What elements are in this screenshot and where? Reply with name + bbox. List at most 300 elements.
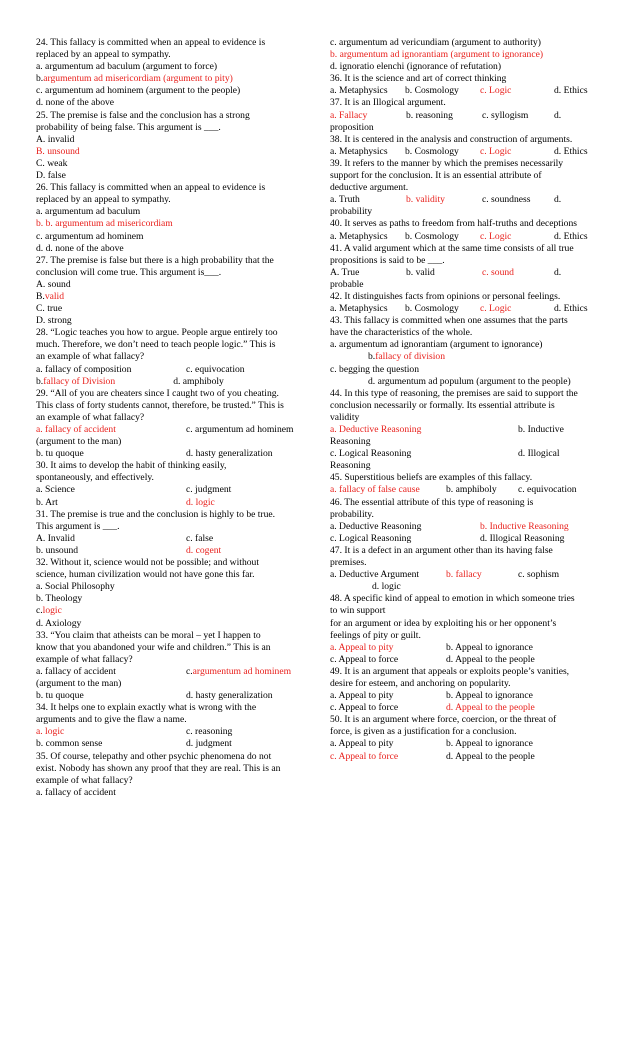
text-line <box>36 545 308 557</box>
line-text: 41. A valid argument which at the same time consists of all true <box>330 242 574 254</box>
text-line <box>36 49 308 61</box>
text-line <box>36 605 308 617</box>
text-line <box>36 448 308 460</box>
line-text: example of what fallacy? <box>36 653 133 665</box>
text-line <box>36 630 308 642</box>
text-line <box>330 460 602 472</box>
answer-text: a. Deductive Reasoning <box>330 424 422 435</box>
line-text: much. Therefore, we don’t need to teach people logic.” This is <box>36 339 276 351</box>
text-line <box>330 412 602 424</box>
line-text: d. logic <box>372 581 401 593</box>
line-text: 29. “All of you are cheaters since I caught two of you cheating. <box>36 387 279 399</box>
answer-text: c. Logic <box>480 230 512 242</box>
text-line <box>330 593 602 605</box>
answer-text: b. validity <box>406 194 445 206</box>
line-text: B. <box>36 290 45 302</box>
text-line <box>330 666 602 678</box>
line-text: b. tu quoque <box>36 448 84 460</box>
line-text: b. Appeal to ignorance <box>446 738 533 750</box>
line-text: 38. It is centered in the analysis and construction of arguments. <box>330 133 573 145</box>
line-text: example of what fallacy? <box>36 774 133 786</box>
text-line <box>36 738 308 750</box>
line-text: c. Logical Reasoning <box>330 532 412 544</box>
line-text: a. fallacy of composition <box>36 363 132 375</box>
line-text: b. Appeal to ignorance <box>446 641 533 653</box>
line-text: an example of what fallacy? <box>36 351 145 363</box>
text-line <box>36 182 308 194</box>
line-text: 24. This fallacy is committed when an appeal to evidence is <box>36 37 266 48</box>
text-line <box>330 73 602 85</box>
text-line <box>330 738 602 750</box>
text-line <box>330 690 602 702</box>
line-text: b. common sense <box>36 738 103 750</box>
text-line <box>330 521 602 533</box>
line-text: b. Cosmology <box>405 230 459 242</box>
line-text: d. Illogical <box>518 448 560 460</box>
answer-text: a. logic <box>36 726 65 738</box>
line-text: 44. In this type of reasoning, the premises are said to support the <box>330 387 578 399</box>
line-text: 47. It is a defect in an argument other than its having false <box>330 544 553 556</box>
line-text: d. <box>554 194 562 206</box>
line-text: d. Ethics <box>554 145 588 157</box>
line-text: 40. It serves as paths to freedom from half-truths and deceptions <box>330 218 577 230</box>
text-line <box>36 472 308 484</box>
text-line <box>36 533 308 545</box>
line-text: c. judgment <box>186 484 232 496</box>
text-line <box>330 726 602 738</box>
text-line <box>330 388 602 400</box>
text-line <box>36 303 308 315</box>
line-text: conclusion will come true. This argument is___. <box>36 266 222 278</box>
line-text: probability. <box>330 508 374 520</box>
line-text: a. Deductive Argument <box>330 569 420 581</box>
line-text: b. <box>36 73 44 85</box>
answer-text: c. Logic <box>480 85 512 97</box>
text-line <box>36 110 308 122</box>
text-line <box>330 267 602 279</box>
text-line <box>330 97 602 109</box>
line-text: a. argumentum ad baculum (argument to force) <box>36 61 218 73</box>
line-text: 32. Without it, science would not be possible; and without <box>36 557 259 569</box>
line-text: replaced by an appeal to sympathy. <box>36 49 171 61</box>
answer-text: a. Appeal to pity <box>330 641 394 653</box>
line-text: proposition <box>330 121 374 133</box>
line-text: b. tu quoque <box>36 690 84 702</box>
text-line <box>36 97 308 109</box>
line-text: c. sophism <box>518 569 560 581</box>
line-text: a. argumentum ad ignorantiam (argument to ignorance) <box>330 339 543 351</box>
text-line <box>36 521 308 533</box>
text-line <box>330 557 602 569</box>
line-text: 25. The premise is false and the conclusion has a strong <box>36 109 250 121</box>
text-line <box>36 388 308 400</box>
text-line <box>36 61 308 73</box>
text-line <box>330 642 602 654</box>
text-line <box>36 497 308 509</box>
answer-text: a. fallacy of false cause <box>330 484 420 496</box>
text-line <box>330 146 602 158</box>
line-text: 46. The essential attribute of this type of reasoning is <box>330 496 534 508</box>
line-text: d. Ethics <box>554 303 588 315</box>
answer-text: d. Appeal to the people <box>446 702 535 714</box>
text-line <box>36 85 308 97</box>
text-line <box>330 654 602 666</box>
right-column <box>330 37 602 763</box>
text-line <box>330 243 602 255</box>
text-line <box>330 303 602 315</box>
text-line <box>330 376 602 388</box>
line-text: c. argumentum ad hominem <box>186 424 294 435</box>
text-line <box>36 678 308 690</box>
line-text: validity <box>330 411 360 423</box>
text-line <box>330 618 602 630</box>
text-line <box>330 279 602 291</box>
text-line <box>36 763 308 775</box>
text-line <box>36 327 308 339</box>
line-text: c. equivocation <box>186 363 245 375</box>
line-text: d. Illogical Reasoning <box>480 532 565 544</box>
text-line <box>330 472 602 484</box>
line-text: 39. It refers to the manner by which the premises necessarily <box>330 157 564 169</box>
text-line <box>36 146 308 158</box>
answer-text: fallacy of Division <box>43 375 116 387</box>
line-text: d. ignoratio elenchi (ignorance of refutation) <box>330 61 502 73</box>
text-line <box>36 400 308 412</box>
answer-text: B. unsound <box>36 145 80 157</box>
line-text: b. reasoning <box>406 109 453 121</box>
text-line <box>36 291 308 303</box>
text-line <box>36 194 308 206</box>
text-line <box>36 231 308 243</box>
line-text: c. <box>36 605 43 617</box>
text-line <box>330 206 602 218</box>
line-text: D. strong <box>36 315 72 327</box>
line-text: 31. The premise is true and the conclusion is highly to be true. <box>36 508 276 520</box>
line-text: c. equivocation <box>518 484 577 496</box>
line-text: d. Axiology <box>36 617 82 629</box>
text-line <box>36 170 308 182</box>
answer-text: c. Appeal to force <box>330 750 399 762</box>
line-text: c. reasoning <box>186 726 233 738</box>
line-text: a. Deductive Reasoning <box>330 520 422 532</box>
line-text: 42. It distinguishes facts from opinions or personal feelings. <box>330 290 561 302</box>
text-line <box>36 122 308 134</box>
text-line <box>36 315 308 327</box>
text-line <box>36 255 308 267</box>
line-text: an example of what fallacy? <box>36 411 145 423</box>
line-text: conclusion necessarily or formally. Its essential attribute is <box>330 399 555 411</box>
text-line <box>36 243 308 255</box>
text-line <box>330 436 602 448</box>
text-line <box>330 85 602 97</box>
text-line <box>36 581 308 593</box>
line-text: 36. It is the science and art of correct thinking <box>330 73 507 85</box>
answer-text: logic <box>42 605 62 617</box>
text-line <box>330 315 602 327</box>
text-line <box>330 678 602 690</box>
text-line <box>330 509 602 521</box>
line-text: desire for esteem, and anchoring on popularity. <box>330 677 511 689</box>
line-text: d. Appeal to the people <box>446 750 535 762</box>
line-text: c. Logical Reasoning <box>330 448 412 460</box>
line-text: 48. A specific kind of appeal to emotion in which someone tries <box>330 593 575 605</box>
text-line <box>330 231 602 243</box>
line-text: 33. “You claim that atheists can be moral – yet I happen to <box>36 629 261 641</box>
text-line <box>330 364 602 376</box>
answer-text: b. Inductive Reasoning <box>480 520 569 532</box>
text-line <box>36 666 308 678</box>
line-text: c. argumentum ad vericundiam (argument to authority) <box>330 37 541 48</box>
text-line <box>36 206 308 218</box>
line-text: 30. It aims to develop the habit of thinking easily, <box>36 460 227 472</box>
text-line <box>330 630 602 642</box>
text-line <box>36 690 308 702</box>
line-text: force, is given as a justification for a conclusion. <box>330 726 517 738</box>
text-line <box>330 49 602 61</box>
line-text: 35. Of course, telepathy and other psychic phenomena do not <box>36 750 272 762</box>
line-text: replaced by an appeal to sympathy. <box>36 194 171 206</box>
line-text: probability of being false. This argument is ___. <box>36 121 221 133</box>
text-line <box>330 339 602 351</box>
line-text: c. argumentum ad hominem (argument to the people) <box>36 85 241 97</box>
text-line <box>330 122 602 134</box>
line-text: c. <box>186 665 193 677</box>
text-line <box>330 255 602 267</box>
line-text: science, human civilization would not have gone this far. <box>36 569 255 581</box>
text-line <box>36 726 308 738</box>
left-column <box>36 37 308 799</box>
line-text: a. Metaphysics <box>330 303 388 315</box>
text-line <box>36 412 308 424</box>
answer-text: b. fallacy <box>446 569 482 581</box>
answer-text: c. sound <box>482 266 514 278</box>
line-text: Reasoning <box>330 460 371 472</box>
answer-text: argumentum ad hominem <box>192 665 292 677</box>
answer-text: c. Logic <box>480 145 512 157</box>
text-line <box>330 533 602 545</box>
line-text: a. Metaphysics <box>330 145 388 157</box>
text-line <box>36 37 308 49</box>
text-line <box>36 376 308 388</box>
text-line <box>330 182 602 194</box>
line-text: 34. It helps one to explain exactly what is wrong with the <box>36 702 257 714</box>
line-text: a. Appeal to pity <box>330 690 394 702</box>
answer-text: argumentum ad misericordiam (argument to pity) <box>43 73 233 85</box>
line-text: b. <box>36 375 44 387</box>
text-line <box>36 364 308 376</box>
answer-text: fallacy of division <box>375 351 446 363</box>
line-text: 37. It is an Illogical argument. <box>330 97 446 109</box>
line-text: 50. It is an argument where force, coercion, or the threat of <box>330 714 557 726</box>
line-text: a. argumentum ad baculum <box>36 206 141 218</box>
line-text: to win support <box>330 605 386 617</box>
answer-text: d. logic <box>186 496 215 508</box>
text-line <box>36 158 308 170</box>
text-line <box>330 37 602 49</box>
text-line <box>36 351 308 363</box>
line-text: d. <box>554 266 562 278</box>
text-line <box>330 218 602 230</box>
line-text: premises. <box>330 557 367 569</box>
text-line <box>36 714 308 726</box>
line-text: (argument to the man) <box>36 436 122 448</box>
line-text: d. judgment <box>186 738 232 750</box>
line-text: d. hasty generalization <box>186 690 273 702</box>
text-line <box>330 605 602 617</box>
text-line <box>330 327 602 339</box>
line-text: b. valid <box>406 266 435 278</box>
answer-text: a. fallacy of accident <box>36 424 116 435</box>
line-text: c. argumentum ad hominem <box>36 230 144 242</box>
line-text: C. true <box>36 303 63 315</box>
text-line <box>36 424 308 436</box>
line-text: c. Appeal to force <box>330 702 399 714</box>
line-text: a. fallacy of accident <box>36 786 116 798</box>
line-text: d. Appeal to the people <box>446 653 535 665</box>
line-text: This argument is ___. <box>36 520 120 532</box>
text-line <box>330 714 602 726</box>
line-text: (argument to the man) <box>36 677 122 689</box>
line-text: d. argumentum ad populum (argument to the people) <box>368 375 571 387</box>
answer-text: d. cogent <box>186 544 222 556</box>
line-text: 26. This fallacy is committed when an appeal to evidence is <box>36 182 266 194</box>
line-text: C. weak <box>36 157 68 169</box>
line-text: c. syllogism <box>482 109 529 121</box>
line-text: feelings of pity or guilt. <box>330 629 421 641</box>
line-text: c. begging the question <box>330 363 419 375</box>
line-text: b. unsound <box>36 544 79 556</box>
text-line <box>36 702 308 714</box>
line-text: b. Cosmology <box>405 145 459 157</box>
text-line <box>36 775 308 787</box>
text-line <box>36 218 308 230</box>
line-text: propositions is said to be ___. <box>330 254 445 266</box>
text-line <box>330 751 602 763</box>
line-text: b. Art <box>36 496 58 508</box>
text-line <box>330 61 602 73</box>
line-text: d. none of the above <box>36 97 115 109</box>
text-line <box>330 484 602 496</box>
text-line <box>36 279 308 291</box>
text-line <box>36 436 308 448</box>
line-text: a. Science <box>36 484 75 496</box>
text-line <box>330 497 602 509</box>
line-text: 45. Superstitious beliefs are examples of this fallacy. <box>330 472 533 484</box>
line-text: support for the conclusion. It is an essential attribute of <box>330 170 542 182</box>
line-text: 49. It is an argument that appeals or exploits people’s vanities, <box>330 665 570 677</box>
line-text: Reasoning <box>330 436 371 448</box>
text-line <box>36 593 308 605</box>
line-text: exist. Nobody has shown any proof that they are real. This is an <box>36 762 281 774</box>
line-text: a. Truth <box>330 194 360 206</box>
text-line <box>330 545 602 557</box>
text-line <box>36 787 308 799</box>
line-text: b. Inductive <box>518 424 564 435</box>
text-line <box>330 702 602 714</box>
line-text: c. false <box>186 532 214 544</box>
text-line <box>36 557 308 569</box>
line-text: b. Appeal to ignorance <box>446 690 533 702</box>
text-line <box>330 170 602 182</box>
line-text: d. Ethics <box>554 85 588 97</box>
text-line <box>36 73 308 85</box>
line-text: a. Social Philosophy <box>36 581 115 593</box>
line-text: A. invalid <box>36 133 75 145</box>
line-text: a. Metaphysics <box>330 230 388 242</box>
line-text: A. sound <box>36 278 71 290</box>
line-text: c. soundness <box>482 194 531 206</box>
text-line <box>330 134 602 146</box>
text-line <box>36 751 308 763</box>
answer-text: a. Fallacy <box>330 109 368 121</box>
text-line <box>330 569 602 581</box>
text-line <box>330 424 602 436</box>
line-text: spontaneously, and effectively. <box>36 472 154 484</box>
text-line <box>36 569 308 581</box>
text-line <box>36 460 308 472</box>
answer-text: b. b. argumentum ad misericordiam <box>36 218 173 230</box>
line-text: have the characteristics of the whole. <box>330 327 473 339</box>
text-line <box>36 654 308 666</box>
line-text: b. amphiboly <box>446 484 497 496</box>
line-text: d. <box>554 109 562 121</box>
line-text: a. fallacy of accident <box>36 665 116 677</box>
text-line <box>36 484 308 496</box>
text-line <box>330 400 602 412</box>
line-text: 28. “Logic teaches you how to argue. People argue entirely too <box>36 327 278 339</box>
line-text: d. amphiboly <box>173 375 224 387</box>
line-text: arguments and to give the flaw a name. <box>36 714 187 726</box>
answer-text: valid <box>44 290 64 302</box>
text-line <box>36 339 308 351</box>
line-text: a. Metaphysics <box>330 85 388 97</box>
text-line <box>36 642 308 654</box>
text-line <box>330 448 602 460</box>
line-text: b. Cosmology <box>405 303 459 315</box>
line-text: probable <box>330 278 364 290</box>
line-text: know that you abandoned your wife and children.” This is an <box>36 641 271 653</box>
line-text: A. Invalid <box>36 532 75 544</box>
answer-text: b. argumentum ad ignorantiam (argument to ignorance) <box>330 49 544 61</box>
text-line <box>330 581 602 593</box>
line-text: deductive argument. <box>330 182 409 194</box>
text-line <box>330 110 602 122</box>
text-line <box>330 158 602 170</box>
text-line <box>36 267 308 279</box>
text-line <box>36 134 308 146</box>
text-line <box>330 351 602 363</box>
line-text: b. <box>368 351 376 363</box>
line-text: probability <box>330 206 373 218</box>
line-text: d. hasty generalization <box>186 448 273 460</box>
line-text: a. Appeal to pity <box>330 738 394 750</box>
line-text: d. Ethics <box>554 230 588 242</box>
line-text: 43. This fallacy is committed when one assumes that the parts <box>330 315 568 327</box>
line-text: This class of forty students cannot, therefore, be trusted.” This is <box>36 399 284 411</box>
line-text: 27. The premise is false but there is a high probability that the <box>36 254 274 266</box>
line-text: c. Appeal to force <box>330 653 399 665</box>
text-line <box>330 194 602 206</box>
line-text: b. Cosmology <box>405 85 459 97</box>
line-text: b. Theology <box>36 593 83 605</box>
text-line <box>36 618 308 630</box>
answer-text: c. Logic <box>480 303 512 315</box>
line-text: D. false <box>36 170 66 182</box>
text-line <box>330 291 602 303</box>
line-text: d. d. none of the above <box>36 242 124 254</box>
line-text: A. True <box>330 266 360 278</box>
text-line <box>36 509 308 521</box>
